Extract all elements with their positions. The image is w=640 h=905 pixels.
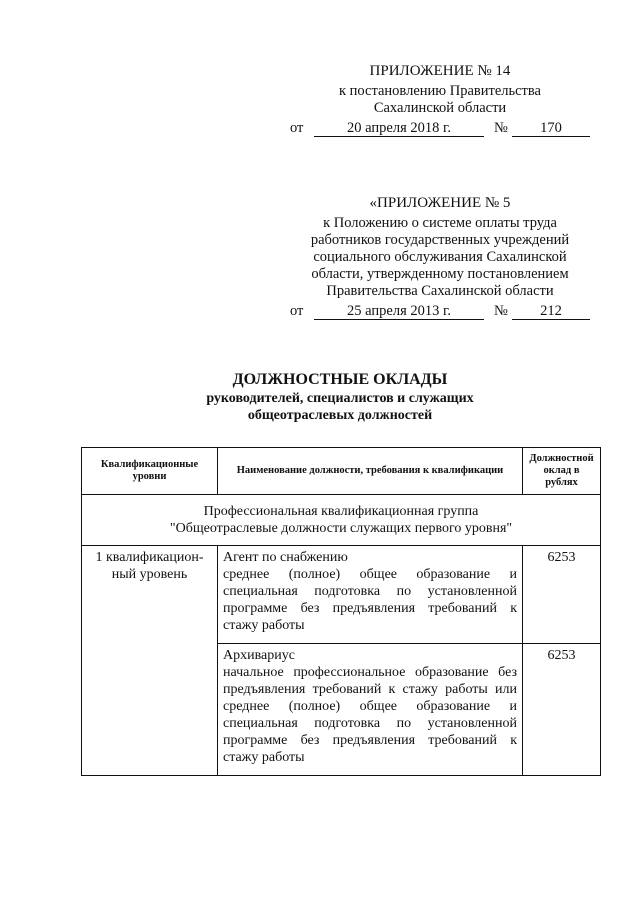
- salary-table: [81, 447, 601, 776]
- heading-title: ДОЛЖНОСТНЫЕ ОКЛАДЫ: [232, 371, 448, 388]
- salary-cell: 6253: [523, 546, 601, 644]
- appendix-5-line2: работников государственных учреждений: [310, 232, 570, 248]
- appendix-14-line1: к постановлению Правительства: [339, 83, 541, 99]
- appendix-5-line5: Правительства Сахалинской области: [326, 283, 554, 299]
- position-name: Агент по снабжению: [223, 550, 348, 565]
- group-cell: [82, 495, 601, 546]
- appendix-5-date: 25 апреля 2013 г.: [314, 303, 484, 320]
- appendix-14-reference: [290, 120, 590, 138]
- qualification-level-cell: 1 квалификацион-ный уровень: [82, 546, 218, 776]
- position-cell: [218, 644, 523, 776]
- appendix-5-line1: к Положению о системе оплаты труда: [323, 215, 557, 231]
- group-line1: Профессиональная квалификационная группа: [203, 504, 479, 519]
- header-position-requirements: Наименование должности, требования к квалификации: [218, 448, 523, 495]
- appendix-14-ot: от: [290, 120, 304, 136]
- heading-subtitle-1: руководителей, специалистов и служащих: [206, 391, 474, 406]
- appendix-5-block: [290, 195, 590, 321]
- appendix-5-line3: социального обслуживания Сахалинской: [313, 249, 567, 265]
- position-requirements: начальное профессиональное образование без предъявления требований к стажу работы или среднее (полное) общее образование и специальная подготовка по установленной программе без предъявления требований к стажу работы: [223, 665, 517, 765]
- heading-subtitle-2: общеотраслевых должностей: [247, 408, 433, 423]
- appendix-14-title: ПРИЛОЖЕНИЕ № 14: [369, 63, 511, 79]
- position-cell: [218, 546, 523, 644]
- group-line2: "Общеотраслевые должности служащих первого уровня": [169, 521, 513, 536]
- appendix-5-line4: области, утвержденному постановлением: [311, 266, 569, 282]
- appendix-14-number: 170: [512, 120, 590, 137]
- table-header-row: [82, 448, 601, 495]
- table-row: [82, 546, 601, 644]
- table-group-row: [82, 495, 601, 546]
- appendix-14-block: [290, 63, 590, 138]
- appendix-14-number-sign: №: [494, 120, 508, 136]
- salary-cell: 6253: [523, 644, 601, 776]
- header-salary: Должностной оклад в рублях: [523, 448, 601, 495]
- appendix-5-title: «ПРИЛОЖЕНИЕ № 5: [369, 195, 511, 211]
- appendix-14-date: 20 апреля 2018 г.: [314, 120, 484, 137]
- appendix-5-ot: от: [290, 303, 304, 319]
- header-qualification-levels: Квалификационные уровни: [82, 448, 218, 495]
- appendix-14-line2: Сахалинской области: [373, 100, 507, 116]
- position-requirements: среднее (полное) общее образование и специальная подготовка по установленной программе без предъявления требований к стажу работы: [223, 567, 517, 633]
- position-name: Архивариус: [223, 648, 295, 663]
- appendix-5-number: 212: [512, 303, 590, 320]
- document-heading: [140, 370, 540, 424]
- appendix-5-reference: [290, 303, 590, 321]
- appendix-5-number-sign: №: [494, 303, 508, 319]
